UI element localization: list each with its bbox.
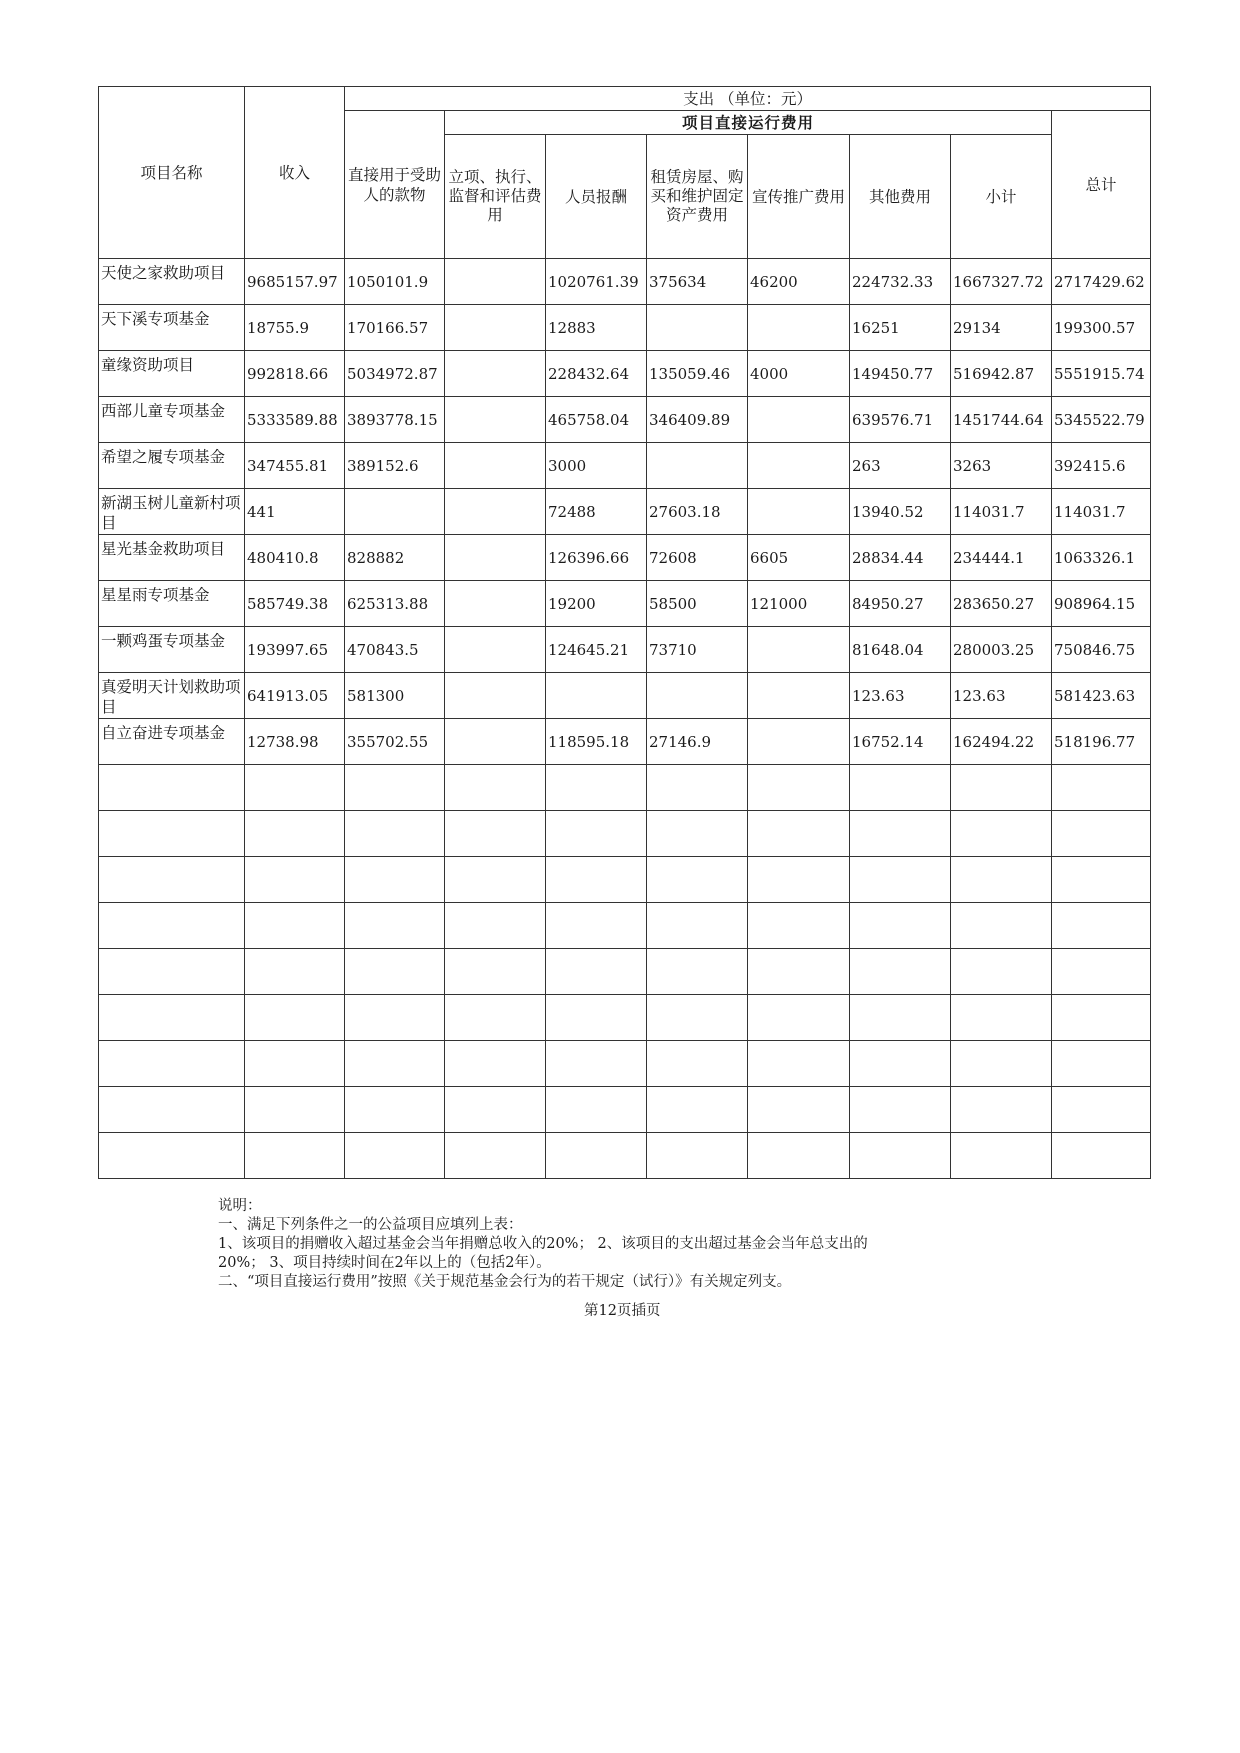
cell-total: 5345522.79 xyxy=(1052,397,1151,443)
empty-cell xyxy=(1052,1041,1151,1087)
empty-cell xyxy=(345,1133,445,1179)
cell-project-name: 天使之家救助项目 xyxy=(99,259,245,305)
cell-income: 992818.66 xyxy=(245,351,345,397)
cell-other: 28834.44 xyxy=(850,535,951,581)
empty-cell xyxy=(345,949,445,995)
cell-subtotal: 280003.25 xyxy=(951,627,1052,673)
cell-total: 5551915.74 xyxy=(1052,351,1151,397)
empty-cell xyxy=(647,995,748,1041)
cell-publicity: 46200 xyxy=(748,259,850,305)
cell-total: 908964.15 xyxy=(1052,581,1151,627)
notes-section xyxy=(218,1197,1078,1292)
cell-rent: 135059.46 xyxy=(647,351,748,397)
cell-setup xyxy=(445,489,546,535)
cell-setup xyxy=(445,397,546,443)
header-rent-purchase-assets: 租赁房屋、购买和维护固定资产费用 xyxy=(647,135,748,259)
empty-cell xyxy=(445,1041,546,1087)
table-row xyxy=(99,489,1151,535)
empty-cell xyxy=(647,1041,748,1087)
cell-rent: 73710 xyxy=(647,627,748,673)
cell-project-name: 星光基金救助项目 xyxy=(99,535,245,581)
empty-cell xyxy=(546,1041,647,1087)
empty-cell xyxy=(951,1087,1052,1133)
cell-project-name: 童缘资助项目 xyxy=(99,351,245,397)
cell-publicity: 121000 xyxy=(748,581,850,627)
empty-cell xyxy=(99,765,245,811)
cell-direct: 581300 xyxy=(345,673,445,719)
cell-other: 149450.77 xyxy=(850,351,951,397)
cell-setup xyxy=(445,305,546,351)
notes-title: 说明： xyxy=(218,1198,262,1214)
cell-direct: 5034972.87 xyxy=(345,351,445,397)
cell-income: 5333589.88 xyxy=(245,397,345,443)
cell-publicity: 6605 xyxy=(748,535,850,581)
empty-cell xyxy=(647,765,748,811)
cell-project-name: 真爱明天计划救助项目 xyxy=(99,673,245,719)
cell-other: 263 xyxy=(850,443,951,489)
empty-cell xyxy=(647,811,748,857)
empty-cell xyxy=(748,949,850,995)
cell-income: 9685157.97 xyxy=(245,259,345,305)
empty-cell xyxy=(951,857,1052,903)
empty-cell xyxy=(345,857,445,903)
notes-line-3: 20%； 3、项目持续时间在2年以上的（包括2年）。 xyxy=(218,1255,551,1271)
empty-cell xyxy=(1052,857,1151,903)
cell-staff: 12883 xyxy=(546,305,647,351)
header-total: 总计 xyxy=(1052,111,1151,259)
empty-cell xyxy=(951,765,1052,811)
cell-staff: 124645.21 xyxy=(546,627,647,673)
empty-cell xyxy=(748,995,850,1041)
empty-cell xyxy=(647,857,748,903)
empty-cell xyxy=(850,857,951,903)
empty-cell xyxy=(546,765,647,811)
cell-staff: 1020761.39 xyxy=(546,259,647,305)
cell-other: 84950.27 xyxy=(850,581,951,627)
empty-cell xyxy=(445,1087,546,1133)
cell-subtotal: 234444.1 xyxy=(951,535,1052,581)
header-income: 收入 xyxy=(245,87,345,259)
empty-cell xyxy=(850,765,951,811)
empty-cell xyxy=(1052,1133,1151,1179)
cell-other: 639576.71 xyxy=(850,397,951,443)
cell-setup xyxy=(445,443,546,489)
cell-project-name: 一颗鸡蛋专项基金 xyxy=(99,627,245,673)
cell-other: 81648.04 xyxy=(850,627,951,673)
empty-cell xyxy=(546,811,647,857)
empty-cell xyxy=(245,1133,345,1179)
cell-rent: 58500 xyxy=(647,581,748,627)
cell-setup xyxy=(445,581,546,627)
page-label: 第12页插页 xyxy=(584,1303,661,1319)
project-expense-table xyxy=(98,86,1151,1179)
empty-cell xyxy=(445,1133,546,1179)
table-body xyxy=(99,259,1151,1179)
empty-cell xyxy=(647,949,748,995)
cell-subtotal: 283650.27 xyxy=(951,581,1052,627)
cell-publicity xyxy=(748,627,850,673)
cell-staff: 126396.66 xyxy=(546,535,647,581)
cell-other: 224732.33 xyxy=(850,259,951,305)
empty-cell xyxy=(99,1041,245,1087)
cell-direct xyxy=(345,489,445,535)
cell-income: 585749.38 xyxy=(245,581,345,627)
cell-income: 12738.98 xyxy=(245,719,345,765)
empty-cell xyxy=(345,1087,445,1133)
header-project-name: 项目名称 xyxy=(99,87,245,259)
empty-table-row xyxy=(99,811,1151,857)
cell-income: 480410.8 xyxy=(245,535,345,581)
cell-subtotal: 29134 xyxy=(951,305,1052,351)
empty-cell xyxy=(99,1133,245,1179)
cell-rent: 27603.18 xyxy=(647,489,748,535)
cell-project-name: 希望之履专项基金 xyxy=(99,443,245,489)
empty-cell xyxy=(647,903,748,949)
empty-cell xyxy=(445,765,546,811)
cell-other: 13940.52 xyxy=(850,489,951,535)
empty-cell xyxy=(546,903,647,949)
notes-line-4: 二、“项目直接运行费用”按照《关于规范基金会行为的若干规定（试行）》有关规定列支。 xyxy=(218,1274,792,1290)
empty-table-row xyxy=(99,765,1151,811)
table-row xyxy=(99,719,1151,765)
cell-direct: 170166.57 xyxy=(345,305,445,351)
header-staff-pay: 人员报酬 xyxy=(546,135,647,259)
cell-total: 199300.57 xyxy=(1052,305,1151,351)
empty-cell xyxy=(546,995,647,1041)
cell-subtotal: 114031.7 xyxy=(951,489,1052,535)
empty-cell xyxy=(850,995,951,1041)
header-expense-group: 支出 （单位：元） xyxy=(345,87,1151,111)
cell-income: 193997.65 xyxy=(245,627,345,673)
table-row xyxy=(99,673,1151,719)
empty-cell xyxy=(546,1087,647,1133)
cell-other: 123.63 xyxy=(850,673,951,719)
empty-cell xyxy=(546,1133,647,1179)
cell-publicity xyxy=(748,673,850,719)
cell-rent: 27146.9 xyxy=(647,719,748,765)
empty-table-row xyxy=(99,1133,1151,1179)
empty-cell xyxy=(748,857,850,903)
notes-line-2: 1、该项目的捐赠收入超过基金会当年捐赠总收入的20%； 2、该项目的支出超过基金会当年总支出的 xyxy=(218,1236,868,1252)
cell-staff: 118595.18 xyxy=(546,719,647,765)
cell-other: 16251 xyxy=(850,305,951,351)
cell-rent xyxy=(647,673,748,719)
empty-cell xyxy=(1052,765,1151,811)
cell-rent: 72608 xyxy=(647,535,748,581)
cell-subtotal: 516942.87 xyxy=(951,351,1052,397)
empty-cell xyxy=(951,903,1052,949)
empty-table-row xyxy=(99,1041,1151,1087)
cell-subtotal: 3263 xyxy=(951,443,1052,489)
cell-setup xyxy=(445,351,546,397)
empty-cell xyxy=(245,811,345,857)
table-row xyxy=(99,535,1151,581)
empty-cell xyxy=(748,1041,850,1087)
empty-cell xyxy=(1052,995,1151,1041)
cell-total: 114031.7 xyxy=(1052,489,1151,535)
empty-cell xyxy=(748,765,850,811)
cell-publicity xyxy=(748,443,850,489)
empty-cell xyxy=(951,811,1052,857)
empty-cell xyxy=(951,995,1052,1041)
empty-cell xyxy=(850,949,951,995)
cell-project-name: 星星雨专项基金 xyxy=(99,581,245,627)
cell-setup xyxy=(445,627,546,673)
cell-subtotal: 1451744.64 xyxy=(951,397,1052,443)
cell-total: 581423.63 xyxy=(1052,673,1151,719)
cell-rent: 375634 xyxy=(647,259,748,305)
cell-publicity xyxy=(748,397,850,443)
cell-project-name: 西部儿童专项基金 xyxy=(99,397,245,443)
empty-cell xyxy=(445,811,546,857)
header-other-cost: 其他费用 xyxy=(850,135,951,259)
empty-cell xyxy=(99,857,245,903)
empty-cell xyxy=(951,1133,1052,1179)
empty-cell xyxy=(345,995,445,1041)
cell-direct: 355702.55 xyxy=(345,719,445,765)
empty-cell xyxy=(647,1087,748,1133)
empty-cell xyxy=(99,949,245,995)
cell-income: 641913.05 xyxy=(245,673,345,719)
empty-cell xyxy=(850,1133,951,1179)
header-setup-exec-supervision: 立项、执行、监督和评估费用 xyxy=(445,135,546,259)
cell-direct: 625313.88 xyxy=(345,581,445,627)
cell-total: 2717429.62 xyxy=(1052,259,1151,305)
notes-line-1: 一、满足下列条件之一的公益项目应填列上表： xyxy=(218,1217,523,1233)
cell-subtotal: 162494.22 xyxy=(951,719,1052,765)
empty-cell xyxy=(951,1041,1052,1087)
empty-cell xyxy=(345,811,445,857)
empty-cell xyxy=(345,1041,445,1087)
cell-total: 1063326.1 xyxy=(1052,535,1151,581)
cell-income: 441 xyxy=(245,489,345,535)
empty-table-row xyxy=(99,1087,1151,1133)
cell-rent: 346409.89 xyxy=(647,397,748,443)
cell-staff: 3000 xyxy=(546,443,647,489)
empty-cell xyxy=(99,903,245,949)
cell-setup xyxy=(445,719,546,765)
empty-cell xyxy=(748,903,850,949)
cell-rent xyxy=(647,443,748,489)
cell-direct: 1050101.9 xyxy=(345,259,445,305)
cell-project-name: 新湖玉树儿童新村项目 xyxy=(99,489,245,535)
cell-income: 347455.81 xyxy=(245,443,345,489)
cell-staff: 72488 xyxy=(546,489,647,535)
empty-cell xyxy=(99,811,245,857)
empty-cell xyxy=(445,995,546,1041)
cell-direct: 470843.5 xyxy=(345,627,445,673)
empty-cell xyxy=(245,857,345,903)
header-subtotal: 小计 xyxy=(951,135,1052,259)
empty-cell xyxy=(99,1087,245,1133)
cell-direct: 3893778.15 xyxy=(345,397,445,443)
cell-publicity xyxy=(748,719,850,765)
empty-table-row xyxy=(99,949,1151,995)
cell-total: 518196.77 xyxy=(1052,719,1151,765)
empty-cell xyxy=(445,857,546,903)
empty-cell xyxy=(1052,949,1151,995)
table-row xyxy=(99,581,1151,627)
empty-cell xyxy=(748,811,850,857)
empty-cell xyxy=(546,857,647,903)
header-direct-to-beneficiary: 直接用于受助人的款物 xyxy=(345,111,445,259)
cell-total: 392415.6 xyxy=(1052,443,1151,489)
cell-setup xyxy=(445,259,546,305)
table-row xyxy=(99,305,1151,351)
cell-project-name: 自立奋进专项基金 xyxy=(99,719,245,765)
empty-cell xyxy=(850,1041,951,1087)
cell-income: 18755.9 xyxy=(245,305,345,351)
empty-cell xyxy=(1052,811,1151,857)
table-row xyxy=(99,443,1151,489)
empty-cell xyxy=(850,1087,951,1133)
empty-cell xyxy=(345,903,445,949)
cell-setup xyxy=(445,535,546,581)
table-row xyxy=(99,397,1151,443)
empty-cell xyxy=(951,949,1052,995)
empty-cell xyxy=(245,995,345,1041)
table-row xyxy=(99,351,1151,397)
cell-direct: 389152.6 xyxy=(345,443,445,489)
empty-cell xyxy=(1052,1087,1151,1133)
empty-cell xyxy=(245,1087,345,1133)
empty-cell xyxy=(245,903,345,949)
table-row xyxy=(99,627,1151,673)
cell-other: 16752.14 xyxy=(850,719,951,765)
empty-cell xyxy=(748,1133,850,1179)
empty-cell xyxy=(245,1041,345,1087)
header-publicity: 宣传推广费用 xyxy=(748,135,850,259)
empty-table-row xyxy=(99,903,1151,949)
cell-publicity xyxy=(748,489,850,535)
empty-cell xyxy=(245,765,345,811)
empty-cell xyxy=(647,1133,748,1179)
empty-cell xyxy=(850,903,951,949)
cell-project-name: 天下溪专项基金 xyxy=(99,305,245,351)
empty-cell xyxy=(850,811,951,857)
cell-rent xyxy=(647,305,748,351)
empty-table-row xyxy=(99,995,1151,1041)
cell-total: 750846.75 xyxy=(1052,627,1151,673)
cell-publicity xyxy=(748,305,850,351)
cell-subtotal: 123.63 xyxy=(951,673,1052,719)
empty-cell xyxy=(748,1087,850,1133)
table-row xyxy=(99,259,1151,305)
cell-publicity: 4000 xyxy=(748,351,850,397)
empty-cell xyxy=(445,903,546,949)
cell-staff: 465758.04 xyxy=(546,397,647,443)
cell-direct: 828882 xyxy=(345,535,445,581)
empty-cell xyxy=(1052,903,1151,949)
empty-cell xyxy=(445,949,546,995)
empty-cell xyxy=(245,949,345,995)
cell-staff xyxy=(546,673,647,719)
cell-staff: 228432.64 xyxy=(546,351,647,397)
empty-table-row xyxy=(99,857,1151,903)
empty-cell xyxy=(546,949,647,995)
cell-setup xyxy=(445,673,546,719)
empty-cell xyxy=(99,995,245,1041)
cell-staff: 19200 xyxy=(546,581,647,627)
cell-subtotal: 1667327.72 xyxy=(951,259,1052,305)
empty-cell xyxy=(345,765,445,811)
header-direct-run-cost-group: 项目直接运行费用 xyxy=(445,111,1052,135)
